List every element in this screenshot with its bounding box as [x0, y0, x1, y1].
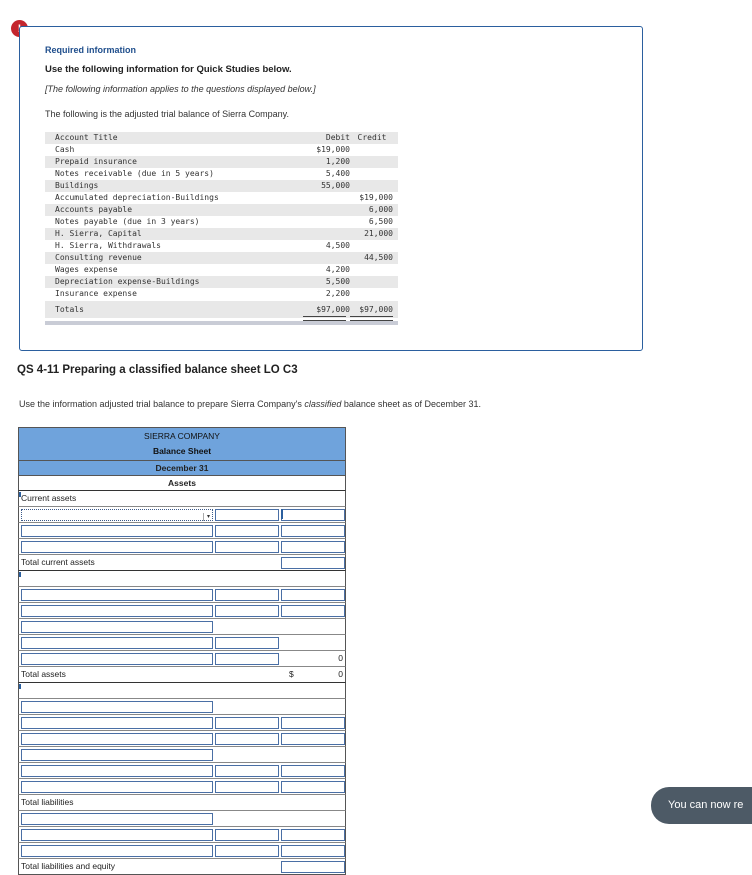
balance-sheet-row [18, 842, 346, 858]
totals-credit: $97,000 [359, 305, 393, 314]
trial-balance-row [45, 192, 398, 204]
totals-label: Totals [55, 305, 84, 314]
credit-cell: 21,000 [364, 229, 393, 238]
debit-cell: 4,200 [325, 265, 350, 274]
account-title-cell: Consulting revenue [55, 253, 142, 262]
balance-sheet-row [18, 778, 346, 794]
debit-cell: 1,200 [325, 157, 350, 166]
trial-balance-table [45, 132, 398, 325]
debit-cell: 55,000 [321, 181, 350, 190]
amount-input[interactable] [215, 653, 279, 665]
company-name: SIERRA COMPANY [144, 431, 220, 441]
balance-sheet-row [18, 810, 346, 826]
account-input[interactable] [21, 781, 213, 793]
current-assets-row [18, 490, 346, 506]
amount-input[interactable] [215, 509, 279, 521]
account-input[interactable] [21, 733, 213, 745]
total-assets-currency: $ [289, 669, 294, 679]
debit-cell: 5,400 [325, 169, 350, 178]
debit-cell: $19,000 [316, 145, 350, 154]
total-current-assets-label: Total current assets [21, 557, 95, 567]
debit-cell: 5,500 [325, 277, 350, 286]
total-assets-row [18, 666, 346, 682]
amount-input[interactable] [215, 717, 279, 729]
amount-input[interactable] [215, 845, 279, 857]
total-input[interactable] [281, 541, 345, 553]
trial-balance-row [45, 264, 398, 276]
total-current-assets-input[interactable] [281, 557, 345, 569]
account-input[interactable] [21, 845, 213, 857]
trial-balance-row [45, 240, 398, 252]
account-input[interactable] [21, 765, 213, 777]
amount-input[interactable] [215, 829, 279, 841]
total-input[interactable] [281, 605, 345, 617]
balance-sheet-row [18, 698, 346, 714]
trial-balance-row [45, 156, 398, 168]
header-debit: Debit [325, 133, 350, 142]
total-input[interactable] [281, 509, 345, 521]
account-title-cell: Accumulated depreciation-Buildings [55, 193, 219, 202]
balance-sheet-row [18, 730, 346, 746]
credit-cell: 44,500 [364, 253, 393, 262]
total-input[interactable] [281, 781, 345, 793]
statement-date: December 31 [18, 460, 346, 475]
balance-sheet-row [18, 826, 346, 842]
account-input[interactable] [21, 541, 213, 553]
account-title-cell: H. Sierra, Capital [55, 229, 142, 238]
credit-cell: 6,500 [368, 217, 393, 226]
trial-balance-row [45, 288, 398, 300]
account-select[interactable] [21, 509, 213, 521]
assets-heading: Assets [18, 475, 346, 490]
account-input[interactable] [21, 701, 213, 713]
total-input[interactable] [281, 525, 345, 537]
total-liabilities-equity-label: Total liabilities and equity [21, 861, 116, 871]
account-input[interactable] [21, 621, 213, 633]
total-assets-value: 0 [338, 669, 343, 679]
amount-input[interactable] [215, 733, 279, 745]
header-credit: Credit [357, 133, 387, 142]
account-title-cell: Depreciation expense-Buildings [55, 277, 200, 286]
amount-input[interactable] [215, 765, 279, 777]
amount-input[interactable] [215, 589, 279, 601]
total-liabilities-equity-input[interactable] [281, 861, 345, 873]
total-assets-subtotal: 0 [338, 653, 343, 663]
credit-double-underline [350, 316, 393, 321]
balance-sheet-row [18, 714, 346, 730]
debit-cell: 4,500 [325, 241, 350, 250]
account-input[interactable] [21, 589, 213, 601]
balance-sheet-row [18, 650, 346, 666]
balance-sheet-row [18, 682, 346, 698]
account-input[interactable] [21, 525, 213, 537]
account-title-cell: Notes payable (due in 3 years) [55, 217, 200, 226]
trial-balance-row [45, 204, 398, 216]
account-input[interactable] [21, 749, 213, 761]
balance-sheet-row [18, 570, 346, 586]
trial-balance-row [45, 216, 398, 228]
total-liabilities-equity-row [18, 858, 346, 875]
balance-sheet-row [18, 762, 346, 778]
balance-sheet-row [18, 602, 346, 618]
balance-sheet-form [18, 427, 346, 875]
amount-input[interactable] [215, 781, 279, 793]
account-title-cell: Insurance expense [55, 289, 137, 298]
trial-balance-row [45, 276, 398, 288]
applies-note: [The following information applies to the questions displayed below.] [45, 84, 316, 94]
trial-balance-row [45, 252, 398, 264]
balance-sheet-row [18, 586, 346, 602]
account-title-cell: Buildings [55, 181, 99, 190]
total-liabilities-label: Total liabilities [21, 797, 74, 807]
account-input[interactable] [21, 829, 213, 841]
balance-sheet-row [18, 618, 346, 634]
total-input[interactable] [281, 765, 345, 777]
trial-balance-header [45, 132, 398, 144]
trial-balance-totals [45, 301, 398, 318]
trial-balance-row [45, 168, 398, 180]
trial-balance-row [45, 180, 398, 192]
chevron-down-icon: ▾ [203, 513, 213, 521]
account-title-cell: Wages expense [55, 265, 118, 274]
totals-debit: $97,000 [316, 305, 350, 314]
total-input[interactable] [281, 829, 345, 841]
total-input[interactable] [281, 845, 345, 857]
account-title-cell: Notes receivable (due in 5 years) [55, 169, 214, 178]
credit-cell: 6,000 [368, 205, 393, 214]
current-assets-label: Current assets [21, 493, 77, 503]
debit-double-underline [303, 316, 346, 321]
trial-balance-intro: The following is the adjusted trial balance of Sierra Company. [45, 109, 289, 119]
account-input[interactable] [21, 813, 213, 825]
total-input[interactable] [281, 733, 345, 745]
account-title-cell: Prepaid insurance [55, 157, 137, 166]
row-marker [19, 684, 24, 689]
account-input[interactable] [21, 653, 213, 665]
account-title-cell: H. Sierra, Withdrawals [55, 241, 161, 250]
total-current-assets-row [18, 554, 346, 570]
table-bottom-bar [45, 321, 398, 325]
notification-toast[interactable]: You can now re [651, 787, 752, 824]
input-marker [281, 509, 286, 519]
total-liabilities-row [18, 794, 346, 810]
account-title-cell: Accounts payable [55, 205, 133, 214]
credit-cell: $19,000 [359, 193, 393, 202]
total-input[interactable] [281, 589, 345, 601]
required-info-box [19, 26, 643, 351]
amount-input[interactable] [215, 637, 279, 649]
account-input[interactable] [21, 717, 213, 729]
balance-sheet-row [18, 506, 346, 522]
statement-name: Balance Sheet [152, 446, 212, 456]
question-instruction: Use the information adjusted trial balance to prepare Sierra Company's classified balance sheet as of December 31. [19, 399, 481, 409]
total-assets-label: Total assets [21, 669, 66, 679]
balance-sheet-row [18, 746, 346, 762]
header-account-title: Account Title [55, 133, 118, 142]
account-title-cell: Cash [55, 145, 75, 154]
use-following-text: Use the following information for Quick Studies below. [45, 64, 292, 75]
amount-input[interactable] [215, 541, 279, 553]
trial-balance-row [45, 228, 398, 240]
total-input[interactable] [281, 717, 345, 729]
trial-balance-row [45, 144, 398, 156]
amount-input[interactable] [215, 525, 279, 537]
row-marker [19, 572, 24, 577]
balance-sheet-row [18, 634, 346, 650]
debit-cell: 2,200 [325, 289, 350, 298]
account-input[interactable] [21, 637, 213, 649]
question-title: QS 4-11 Preparing a classified balance sheet LO C3 [17, 364, 298, 376]
amount-input[interactable] [215, 605, 279, 617]
account-input[interactable] [21, 605, 213, 617]
required-info-heading: Required information [45, 45, 137, 55]
balance-sheet-row [18, 522, 346, 538]
balance-sheet-row [18, 538, 346, 554]
